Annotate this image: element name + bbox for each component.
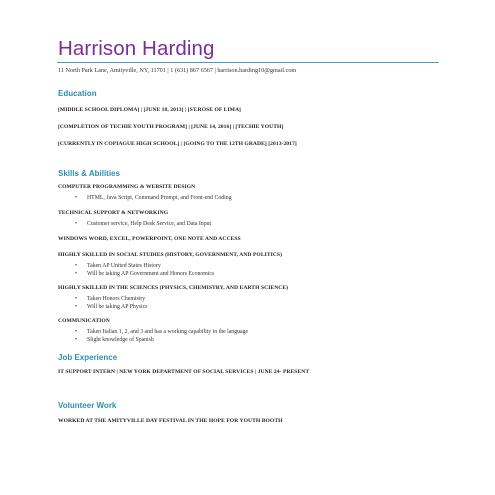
- skill-bullet: • Taken Honors Chemistry: [75, 296, 146, 302]
- skills-heading: Skills & Abilities: [58, 169, 120, 178]
- skill-bullet: • Taken AP United States History: [75, 263, 161, 269]
- volunteer-entry: WORKED AT THE AMITYVILLE DAY FESTIVAL IN THE HOPE FOR YOUTH BOOTH: [58, 418, 283, 424]
- volunteer-heading: Volunteer Work: [58, 401, 117, 410]
- education-entry: [COMPLETION OF TECHIE YOUTH PROGRAM] | [JUNE 14, 2016] | [TECHIE YOUTH]: [58, 124, 284, 130]
- education-entry: [MIDDLE SCHOOL DIPLOMA] | [JUNE 18, 2013] | [ST.ROSE OF LIMA]: [58, 107, 241, 113]
- skill-bullet: • Will be taking AP Physics: [75, 304, 148, 310]
- skill-group-heading: HIGHLY SKILLED IN THE SCIENCES (PHYSICS, CHEMISTRY, AND EARTH SCIENCE): [58, 285, 289, 291]
- skill-bullet: • Slight knowledge of Spanish: [75, 337, 154, 343]
- skill-bullet: • Will be taking AP Government and Honors Economics: [75, 271, 215, 277]
- education-entry: [CURRENTLY IN COPIAGUE HIGH SCHOOL] | [GOING TO THE 12TH GRADE] [2013-2017]: [58, 141, 297, 147]
- contact-line: 11 North Park Lane, Amityville, NY, 11701 | 1 (631) 867 6567 | harrison.harding10@gmail.com: [58, 67, 297, 74]
- person-name: Harrison Harding: [58, 37, 215, 60]
- skill-bullet: • HTML, Java Script, Command Prompt, and Front-end Coding: [75, 195, 232, 201]
- skill-group-heading: COMPUTER PROGRAMMING & WEBSITE DESIGN: [58, 184, 196, 190]
- skill-group-heading: COMMUNICATION: [58, 318, 110, 324]
- skill-bullet: • Taken Italian 1, 2, and 3 and has a working capability in the language: [75, 329, 249, 335]
- skill-group-heading: WINDOWS WORD, EXCEL, POWERPOINT, ONE NOTE AND ACCESS: [58, 236, 241, 242]
- experience-entry: IT SUPPORT INTERN | NEW YORK DEPARTMENT OF SOCIAL SERVICES | JUNE 24- PRESENT: [58, 369, 310, 375]
- experience-heading: Job Experience: [58, 353, 118, 362]
- skill-group-heading: HIGHLY SKILLED IN SOCIAL STUDIES (HISTORY, GOVERNMENT, AND POLITICS): [58, 252, 283, 258]
- skill-group-heading: TECHNICAL SUPPORT & NETWORKING: [58, 210, 169, 216]
- education-heading: Education: [58, 89, 97, 98]
- header-rule: [57, 62, 439, 63]
- skill-bullet: • Customer service, Help Desk Service, and Data Input: [75, 221, 212, 227]
